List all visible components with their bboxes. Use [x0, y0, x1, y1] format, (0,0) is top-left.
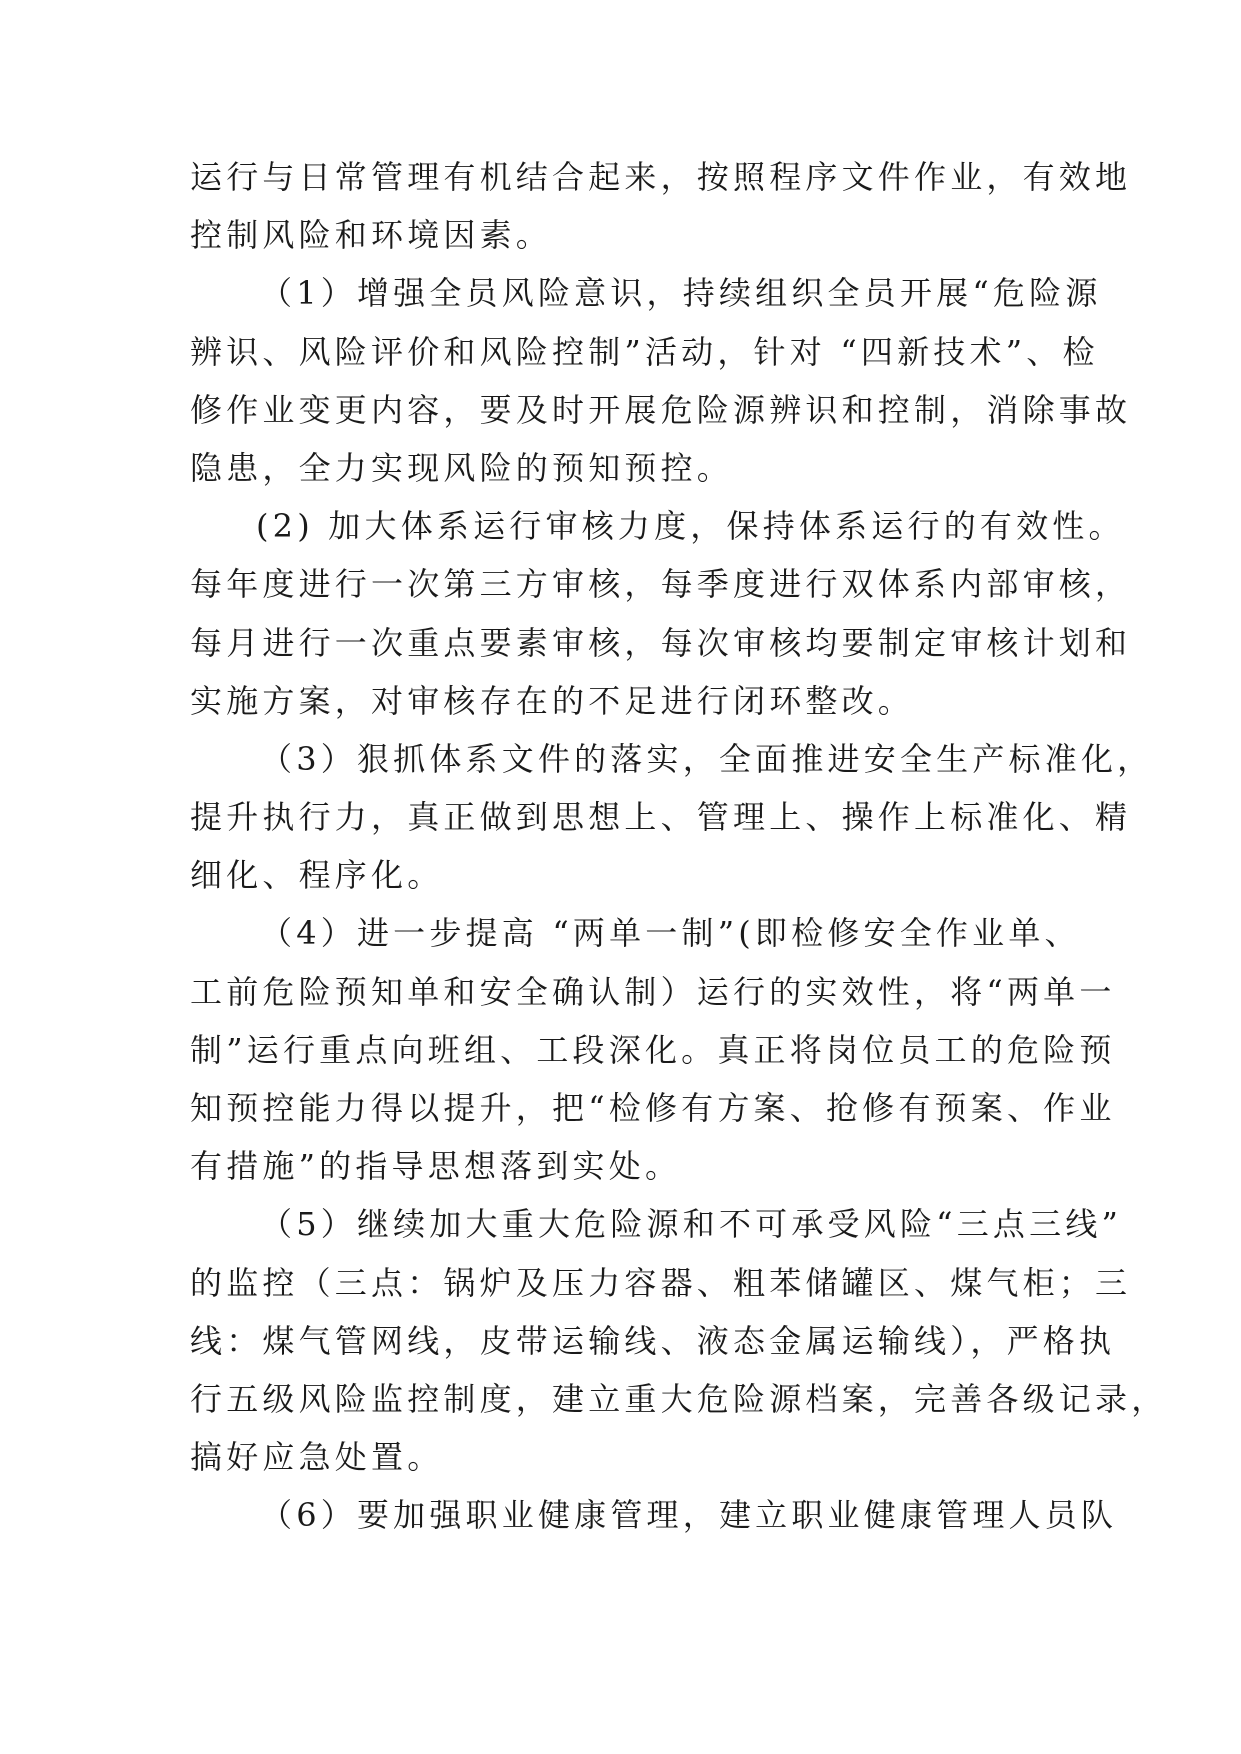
text-line: （6）要加强职业健康管理，建立职业健康管理人员队: [260, 1496, 1118, 1535]
paragraph-intro: [190, 148, 1132, 264]
text-line: 实施方案，对审核存在的不足进行闭环整改。: [190, 681, 915, 720]
text-line: 提升执行力，真正做到思想上、管理上、操作上标准化、精: [190, 798, 1132, 837]
text-line: 搞好应急处置。: [190, 1438, 444, 1477]
text-line: 行五级风险监控制度，建立重大危险源档案，完善各级记录，: [190, 1379, 1168, 1418]
text-line: 线：煤气管网线，皮带运输线、液态金属运输线），严格执: [190, 1321, 1116, 1360]
text-line: 运行与日常管理有机结合起来，按照程序文件作业，有效地: [190, 158, 1132, 196]
text-line: （4）进一步提高 “两单一制”(即检修安全作业单、: [260, 914, 1081, 953]
text-line: 细化、程序化。: [190, 856, 444, 895]
text-line: 修作业变更内容，要及时开展危险源辨识和控制，消除事故: [190, 390, 1132, 429]
text-line: （5）继续加大重大危险源和不可承受风险“三点三线”: [260, 1205, 1123, 1244]
paragraph-item-2: [190, 497, 1132, 730]
text-line: 每月进行一次重点要素审核，每次审核均要制定审核计划和: [190, 623, 1132, 662]
text-line: 隐患，全力实现风险的预知预控。: [190, 448, 734, 487]
text-line: 控制风险和环境因素。: [190, 216, 553, 255]
text-line: (2) 加大体系运行审核力度，保持体系运行的有效性。: [256, 507, 1125, 546]
text-line: 工前危险预知单和安全确认制）运行的实效性，将“两单一: [190, 972, 1116, 1011]
paragraph-item-6: [190, 1486, 1118, 1544]
text-line: 每年度进行一次第三方审核，每季度进行双体系内部审核，: [190, 565, 1132, 604]
paragraph-item-5: [190, 1195, 1168, 1486]
text-line: 制”运行重点向班组、工段深化。真正将岗位员工的危险预: [190, 1030, 1116, 1069]
text-line: 辨识、风险评价和风险控制”活动，针对 “四新技术”、检: [190, 332, 1099, 371]
text-line: （1）增强全员风险意识，持续组织全员开展“危险源: [260, 274, 1102, 313]
paragraph-item-3: [190, 730, 1154, 905]
text-line: 的监控（三点：锅炉及压力容器、粗苯储罐区、煤气柜；三: [190, 1263, 1132, 1302]
paragraph-item-4: [190, 904, 1116, 1195]
paragraph-item-1: [190, 264, 1132, 497]
text-line: （3）狠抓体系文件的落实，全面推进安全生产标准化，: [260, 739, 1154, 778]
text-line: 知预控能力得以提升，把“检修有方案、抢修有预案、作业: [190, 1089, 1116, 1127]
text-line: 有措施”的指导思想落到实处。: [190, 1147, 682, 1186]
document-body: [190, 148, 1168, 1545]
